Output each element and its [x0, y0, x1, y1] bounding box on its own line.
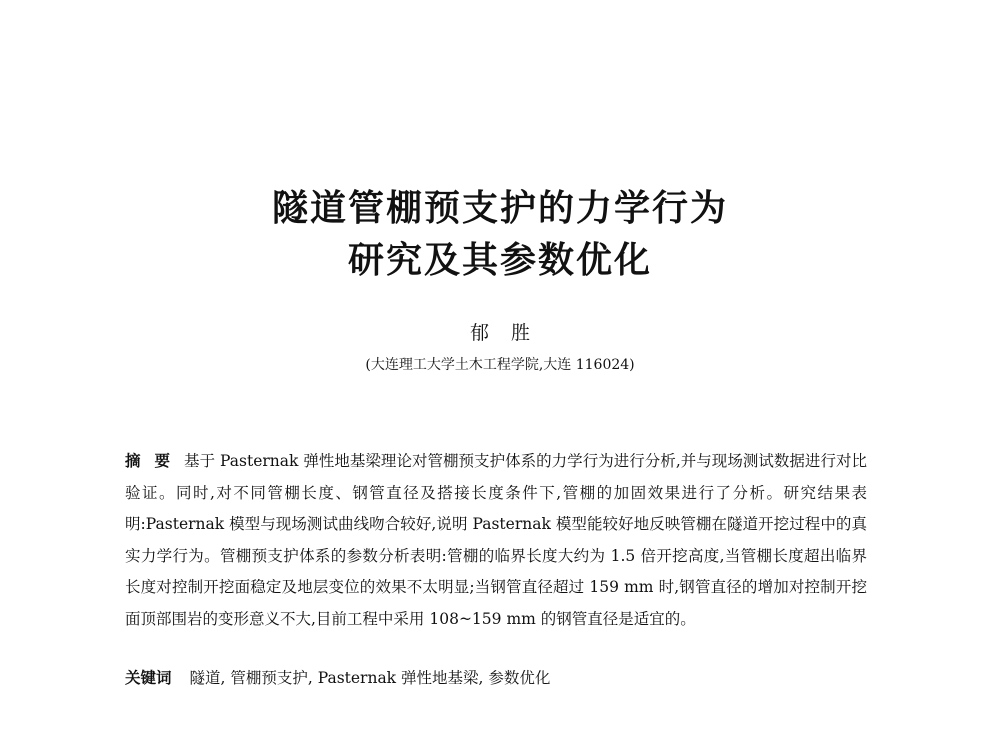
abstract-label: 摘要 [125, 452, 185, 470]
abstract-paragraph [125, 446, 867, 635]
author-name: 郁胜 [469, 322, 552, 344]
author-affiliation: (大连理工大学土木工程学院,大连 116024) [365, 357, 635, 373]
paper-title-line-2: 研究及其参数优化 [347, 240, 652, 281]
keywords-text: 隧道, 管棚预支护, Pasternak 弹性地基梁, 参数优化 [189, 669, 551, 687]
keywords-label: 关键词 [125, 669, 172, 687]
paper-title-line-1: 隧道管棚预支护的力学行为 [271, 188, 728, 229]
keywords-paragraph [125, 666, 867, 690]
abstract-text: 基于 Pasternak 弹性地基梁理论对管棚预支护体系的力学行为进行分析,并与现场测试数据进行对比验证。同时,对不同管棚长度、钢管直径及搭接长度条件下,管棚的加固效果进行了分析。研究结果表明:Pasternak 模型与现场测试曲线吻合较好,说明 Pasternak 模型能较好地反映管棚在隧道开挖过程中的真实力学行为。管棚预支护体系的参数分析表明:管棚的临界长度大约为 1.5 倍开挖高度,当管棚长度超出临界长度对控制开挖面稳定及地层变位的效果不太明显;当钢管直径超过 159 mm 时,钢管直径的增加对控制开挖面顶部围岩的变形意义不大,目前工程中采用 108~159 mm 的钢管直径是适宜的。 [125, 452, 867, 628]
